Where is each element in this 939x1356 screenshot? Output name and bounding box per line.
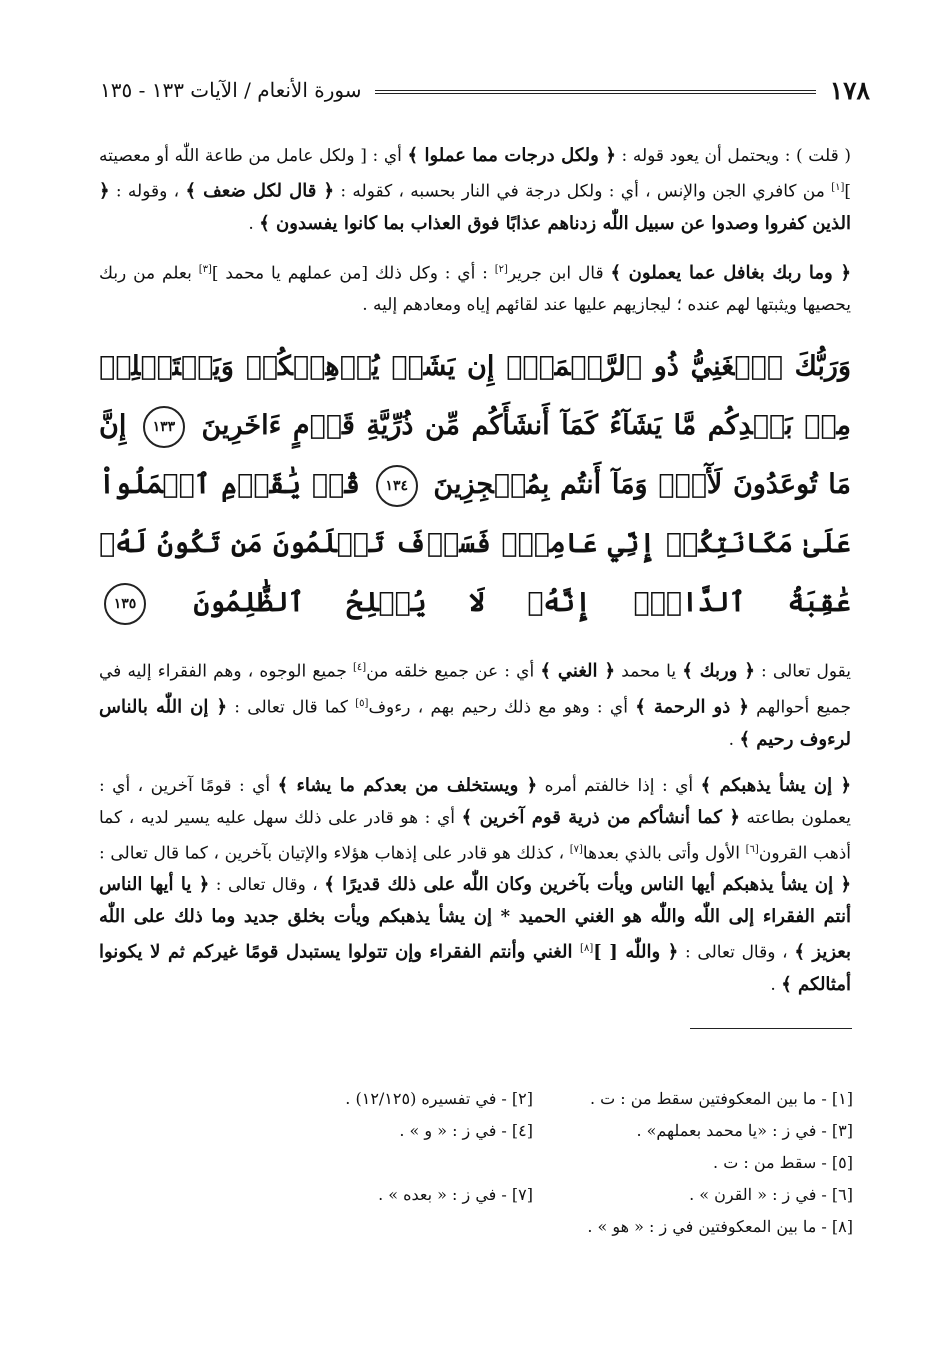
footnote-7: [٧] - في ز : « بعده » . [378, 1184, 533, 1204]
quote: ﴿ ولكل درجات مما عملوا ﴾ [407, 145, 616, 166]
text: أي : وهو مع ذلك رحيم بهم ، رءوف [368, 697, 636, 718]
quote: ﴿ إن يشأ يذهبكم ﴾ [700, 774, 851, 796]
text: الأول وأتى بالذي بعدها [582, 843, 746, 864]
footnote-6: [٦] - في ز : « القرن » . [689, 1184, 853, 1204]
text: . [248, 213, 260, 234]
text: . [728, 729, 740, 750]
text: أي : هو قادر على ذلك سهل عليه يسير لديه ، كما أذهب القرون [99, 807, 851, 864]
ayah-135: قُلۡ يَٰقَوۡمِ ٱعۡمَلُواْ عَلَىٰ مَكَانَتِكُمۡ إِنِّي عَامِلٞۖ فَسَوۡفَ تَعۡلَمُونَ مَن تَكُونُ لَهُۥ عَٰقِبَةُ ٱلدَّارِۚ إِنَّهُۥ لَا يُفۡلِحُ ٱلظَّٰلِمُونَ [99, 469, 852, 619]
text: أي : قومًا آخرين ، أي : يعملون بطاعته [99, 775, 851, 828]
footnote-row [213, 1210, 853, 1242]
paragraph-2 [99, 254, 851, 322]
footnote-1: [١] - ما بين المعكوفتين سقط من : ت . [589, 1088, 853, 1108]
footnote-ref-6: [٦] [745, 843, 759, 855]
quran-verses-block [99, 337, 851, 632]
quote: ﴿ يا أيها الناس أنتم الفقراء إلى اللّٰه واللّٰه هو الغني الحميد * إن يشأ يذهبكم ويأت بخلق جديد وما ذلك على اللّٰه بعزيز ﴾ [99, 874, 852, 963]
quote: ﴿ ذو الرحمة ﴾ [635, 696, 749, 718]
text: من كافري الجن والإنس ، أي : ولكل درجة في النار بحسبه ، كقوله : [334, 181, 832, 202]
footnote-2: [٢] - في تفسيره (١٢/١٢٥) . [345, 1088, 533, 1108]
text: ، وقال تعالى : [678, 942, 795, 963]
footnote-5: [٥] - سقط من : ت . [713, 1152, 853, 1172]
text: قال ابن جرير [507, 263, 611, 284]
text: أي : [ ولكل عامل من طاعة اللّٰه أو معصيته ] [99, 146, 852, 202]
text: بعلم من ربك يحصيها ويثبتها لهم عنده ؛ ليجازيهم عليها عند لقائهم إياه ومعادهم إليه . [99, 263, 851, 316]
page-number: ١٧٨ [829, 75, 870, 105]
quote: ﴿ كما أنشأكم من ذرية قوم آخرين ﴾ [461, 806, 740, 828]
paragraph-1 [99, 140, 851, 240]
text: ( قلت ) : ويحتمل أن يعود قوله : [615, 146, 851, 166]
footnote-8: [٨] - ما بين المعكوفتين في ز : « هو » . [587, 1216, 853, 1236]
footnote-row [213, 1082, 853, 1114]
quote: ﴿ ويستخلف من بعدكم ما يشاء ﴾ [277, 774, 538, 796]
text: . [770, 974, 782, 995]
footnote-ref-5: [٥] [355, 697, 369, 709]
quote: ﴿ إن يشأ يذهبكم أيها الناس ويأت بآخرين وكان اللّٰه على ذلك قديرًا ﴾ [324, 874, 851, 896]
text: أي : إذا خالفتم أمره [537, 775, 701, 796]
ayah-number-134: ١٣٤ [376, 465, 418, 507]
footnote-row [213, 1114, 853, 1146]
page-body [99, 140, 851, 1015]
footnotes [213, 1082, 853, 1242]
text: ، وقال تعالى : [209, 875, 325, 896]
footnote-ref-7: [٧] [569, 843, 583, 855]
ayah-number-133: ١٣٣ [143, 406, 185, 448]
quote: ﴿ الذين كفروا وصدوا عن سبيل اللّٰه زدناهم عذابًا فوق العذاب بما كانوا يفسدون ﴾ [99, 180, 851, 234]
footnote-ref-8: [٨] [580, 943, 594, 955]
ayah-133: وَرَبُّكَ ٱلۡغَنِيُّ ذُو ٱلرَّحۡمَةِۚ إِن يَشَأۡ يُذۡهِبۡكُمۡ وَيَسۡتَخۡلِفۡ مِنۢ بَعۡدِكُم مَّا يَشَآءُ كَمَآ أَنشَأَكُم مِّن ذُرِّيَّةِ قَوۡمٍ ءَاخَرِينَ [99, 351, 852, 442]
surah-title: سورة الأنعام / الآيات ١٣٣ - ١٣٥ [100, 78, 362, 102]
text: كما قال تعالى : [227, 697, 356, 718]
footnote-ref-4: [٤] [353, 662, 367, 674]
text: ، كذلك هو قادر على إذهاب هؤلاء والإتيان بآخرين ، كما قال تعالى : [99, 843, 570, 864]
footnote-separator [690, 1028, 852, 1029]
footnote-ref-2: [٢] [494, 263, 508, 275]
text: أي : عن جميع خلقه من [366, 661, 541, 682]
text: يا محمد [615, 661, 683, 682]
footnote-row [213, 1146, 853, 1178]
quote: ﴿ وما ربك بغافل عما يعملون ﴾ [610, 262, 851, 284]
paragraph-3 [99, 652, 851, 755]
footnote-row [213, 1178, 853, 1210]
text: جميع الوجوه ، وهم الفقراء إليه في جميع أحوالهم [99, 661, 851, 718]
quote: ﴿ الغني ﴾ [540, 660, 616, 682]
quote: ﴿ وربك ﴾ [682, 660, 755, 682]
footnote-ref-1: [١] [831, 182, 845, 193]
footnote-ref-3: [٣] [198, 263, 212, 275]
ayah-134: إِنَّ مَا تُوعَدُونَ لَأٓتٖۖ وَمَآ أَنتُم بِمُعۡجِزِينَ [99, 410, 851, 501]
header-rule [375, 90, 815, 94]
quote: الغني وأنتم الفقراء وإن تتولوا يستبدل قومًا غيركم ثم لا يكونوا أمثالكم ﴾ [99, 941, 851, 995]
text: ، وقوله : [109, 181, 186, 202]
text: : أي : وكل ذلك [من عملهم يا محمد ] [211, 263, 495, 284]
paragraph-4 [99, 770, 851, 1001]
footnote-4: [٤] - في ز : « و » . [399, 1120, 533, 1140]
quote: ﴿ إن اللّٰه بالناس لرءوف رحيم ﴾ [99, 696, 851, 750]
text: يقول تعالى : [754, 661, 851, 682]
page-header [100, 70, 870, 110]
quote: ﴿ واللّٰه [ ] [593, 941, 679, 963]
footnote-3: [٣] - في ز : «يا محمد بعملهم» . [636, 1120, 853, 1140]
quote: ﴿ قال لكل ضعف ﴾ [185, 180, 335, 202]
ayah-number-135: ١٣٥ [104, 583, 146, 625]
